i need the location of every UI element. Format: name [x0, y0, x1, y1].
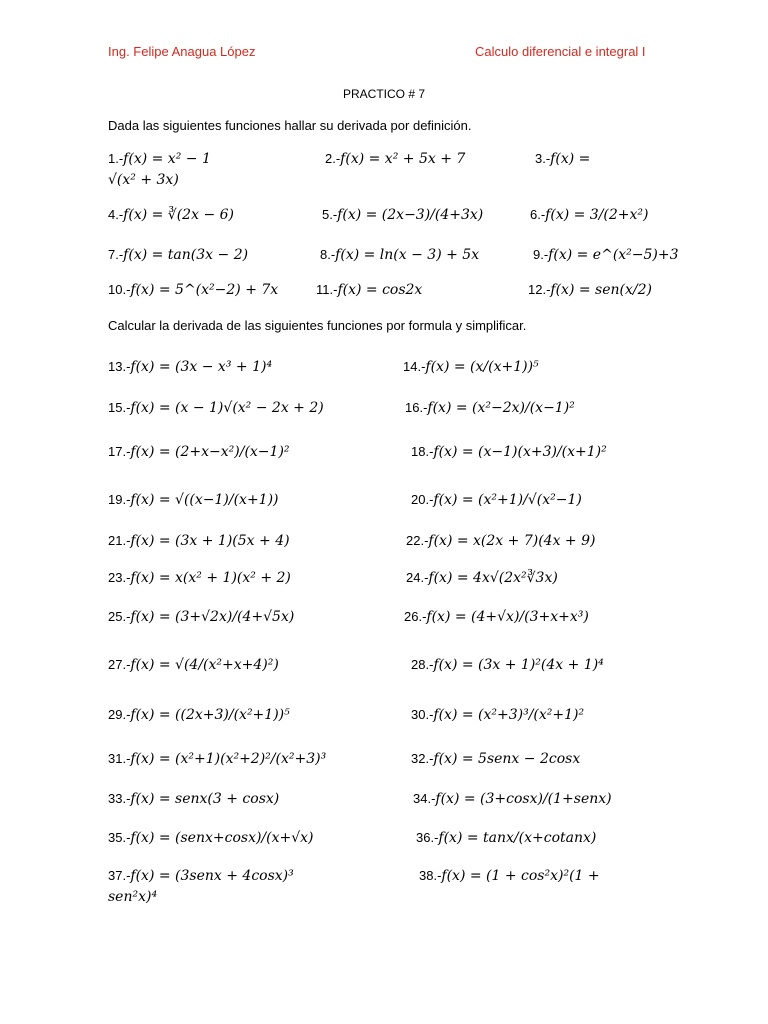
- exercise-32: [411, 750, 580, 768]
- exercise-12: [528, 281, 652, 299]
- exercise-expression: f(x) = (x²−2x)/(x−1)²: [427, 400, 575, 416]
- exercise-expression: f(x) = ln(x − 3) + 5x: [335, 247, 480, 263]
- exercise-14: [403, 358, 539, 376]
- exercise-expression: f(x) = (3x + 1)²(4x + 1)⁴: [433, 657, 604, 673]
- exercise-number: 21.-: [108, 533, 131, 548]
- exercise-28: [411, 656, 604, 674]
- exercise-number: 35.-: [108, 830, 131, 845]
- exercise-number: 32.-: [411, 751, 434, 766]
- exercise-number: 29.-: [108, 707, 131, 722]
- exercise-24: [406, 569, 558, 587]
- exercise-number: 20.-: [411, 492, 434, 507]
- author-name: Ing. Felipe Anagua López: [108, 44, 256, 59]
- exercise-18: [411, 443, 607, 461]
- exercise-number: 34.-: [413, 791, 436, 806]
- exercise-number: 6.-: [530, 207, 546, 222]
- exercise-38: [419, 867, 600, 885]
- exercise-number: 16.-: [405, 400, 428, 415]
- exercise-number: 18.-: [411, 444, 434, 459]
- exercise-22: [406, 532, 595, 550]
- exercise-expression: f(x) = √(4/(x²+x+4)²): [130, 657, 279, 673]
- exercise-number: 15.-: [108, 400, 131, 415]
- exercise-number: 13.-: [108, 359, 131, 374]
- exercise-expression: f(x) =: [550, 151, 591, 167]
- exercise-number: 14.-: [403, 359, 426, 374]
- exercise-10: [108, 281, 278, 299]
- exercise-expression: f(x) = tan(3x − 2): [123, 247, 249, 263]
- exercise-expression: f(x) = tanx/(x+cotanx): [438, 830, 597, 846]
- exercise-expression: f(x) = (3senx + 4cosx)³: [130, 868, 294, 884]
- exercise-expression: √(x² + 3x): [108, 172, 179, 188]
- exercise-expression: f(x) = cos2x: [337, 282, 423, 298]
- exercise-number: 11.-: [316, 282, 338, 297]
- exercise-33: [108, 790, 279, 808]
- exercise-number: 17.-: [108, 444, 131, 459]
- exercise-expression: f(x) = (x²+3)³/(x²+1)²: [433, 707, 585, 723]
- exercise-37: [108, 867, 294, 885]
- exercise-29: [108, 706, 290, 724]
- exercise-3: [535, 150, 590, 168]
- exercise-7: [108, 246, 248, 264]
- exercise-number: 31.-: [108, 751, 131, 766]
- exercise-expression: f(x) = (x−1)(x+3)/(x+1)²: [433, 444, 607, 460]
- exercise-19: [108, 491, 279, 509]
- exercise-expression: f(x) = (4+√x)/(3+x+x³): [426, 609, 589, 625]
- exercise-26: [404, 608, 589, 626]
- exercise-number: 28.-: [411, 657, 434, 672]
- exercise-number: 1.-: [108, 151, 124, 166]
- exercise-30: [411, 706, 584, 724]
- exercise-number: 10.-: [108, 282, 131, 297]
- exercise-number: 27.-: [108, 657, 131, 672]
- exercise-number: 30.-: [411, 707, 434, 722]
- exercise-number: 33.-: [108, 791, 131, 806]
- exercise-number: 22.-: [406, 533, 429, 548]
- exercise-expression: f(x) = (2x−3)/(4+3x): [337, 207, 484, 223]
- exercise-16: [405, 399, 575, 417]
- exercise-number: 2.-: [325, 151, 341, 166]
- exercise-expression: f(x) = sen(x/2): [550, 282, 652, 298]
- exercise-38-continued: [108, 888, 157, 906]
- exercise-expression: f(x) = (x/(x+1))⁵: [425, 359, 539, 375]
- exercise-expression: f(x) = (x²+1)(x²+2)²/(x²+3)³: [130, 751, 327, 767]
- exercise-number: 38.-: [419, 868, 442, 883]
- exercise-34: [413, 790, 612, 808]
- exercise-8: [320, 246, 479, 264]
- exercise-expression: f(x) = e^(x²−5)+3: [548, 247, 679, 263]
- exercise-expression: f(x) = senx(3 + cosx): [130, 791, 280, 807]
- exercise-2: [325, 150, 465, 168]
- exercise-expression: f(x) = 4x√(2x²∛3x): [428, 570, 558, 586]
- exercise-number: 26.-: [404, 609, 427, 624]
- exercise-expression: f(x) = x(x² + 1)(x² + 2): [130, 570, 291, 586]
- exercise-expression: f(x) = x² − 1: [123, 151, 211, 167]
- exercise-number: 7.-: [108, 247, 124, 262]
- exercise-number: 9.-: [533, 247, 549, 262]
- exercise-expression: f(x) = (3+cosx)/(1+senx): [435, 791, 612, 807]
- exercise-number: 12.-: [528, 282, 551, 297]
- exercise-20: [411, 491, 582, 509]
- exercise-13: [108, 358, 272, 376]
- exercise-3-continued: [108, 171, 179, 189]
- exercise-expression: f(x) = 5senx − 2cosx: [433, 751, 581, 767]
- exercise-27: [108, 656, 279, 674]
- exercise-number: 24.-: [406, 570, 429, 585]
- exercise-expression: f(x) = (3+√2x)/(4+√5x): [130, 609, 295, 625]
- exercise-expression: f(x) = x(2x + 7)(4x + 9): [428, 533, 596, 549]
- exercise-expression: f(x) = (1 + cos²x)²(1 +: [441, 868, 600, 884]
- section2-instruction: Calcular la derivada de las siguientes funciones por formula y simplificar.: [108, 318, 527, 333]
- exercise-expression: f(x) = 5^(x²−2) + 7x: [130, 282, 279, 298]
- exercise-6: [530, 206, 649, 224]
- exercise-11: [316, 281, 422, 299]
- exercise-expression: f(x) = (2+x−x²)/(x−1)²: [130, 444, 290, 460]
- exercise-expression: f(x) = ∛(2x − 6): [123, 207, 234, 223]
- exercise-expression: f(x) = (x − 1)√(x² − 2x + 2): [130, 400, 324, 416]
- course-name: Calculo diferencial e integral I: [475, 44, 646, 59]
- exercise-1: [108, 150, 211, 168]
- exercise-expression: f(x) = (3x + 1)(5x + 4): [130, 533, 290, 549]
- exercise-4: [108, 206, 234, 224]
- exercise-number: 5.-: [322, 207, 338, 222]
- exercise-expression: f(x) = (senx+cosx)/(x+√x): [130, 830, 314, 846]
- exercise-35: [108, 829, 314, 847]
- exercise-15: [108, 399, 324, 417]
- exercise-21: [108, 532, 290, 550]
- exercise-number: 25.-: [108, 609, 131, 624]
- exercise-36: [416, 829, 596, 847]
- exercise-expression: f(x) = (3x − x³ + 1)⁴: [130, 359, 273, 375]
- exercise-number: 37.-: [108, 868, 131, 883]
- exercise-number: 3.-: [535, 151, 551, 166]
- section1-instruction: Dada las siguientes funciones hallar su derivada por definición.: [108, 118, 472, 133]
- exercise-expression: f(x) = ((2x+3)/(x²+1))⁵: [130, 707, 290, 723]
- exercise-number: 8.-: [320, 247, 336, 262]
- exercise-expression: sen²x)⁴: [108, 889, 158, 905]
- exercise-17: [108, 443, 290, 461]
- exercise-9: [533, 246, 679, 264]
- exercise-23: [108, 569, 291, 587]
- exercise-number: 19.-: [108, 492, 131, 507]
- exercise-number: 36.-: [416, 830, 439, 845]
- exercise-expression: f(x) = 3/(2+x²): [545, 207, 649, 223]
- page-title: PRACTICO # 7: [342, 87, 426, 101]
- exercise-31: [108, 750, 326, 768]
- exercise-expression: f(x) = √((x−1)/(x+1)): [130, 492, 279, 508]
- exercise-number: 4.-: [108, 207, 124, 222]
- exercise-expression: f(x) = x² + 5x + 7: [340, 151, 466, 167]
- exercise-25: [108, 608, 294, 626]
- exercise-number: 23.-: [108, 570, 131, 585]
- exercise-expression: f(x) = (x²+1)/√(x²−1): [433, 492, 582, 508]
- exercise-5: [322, 206, 483, 224]
